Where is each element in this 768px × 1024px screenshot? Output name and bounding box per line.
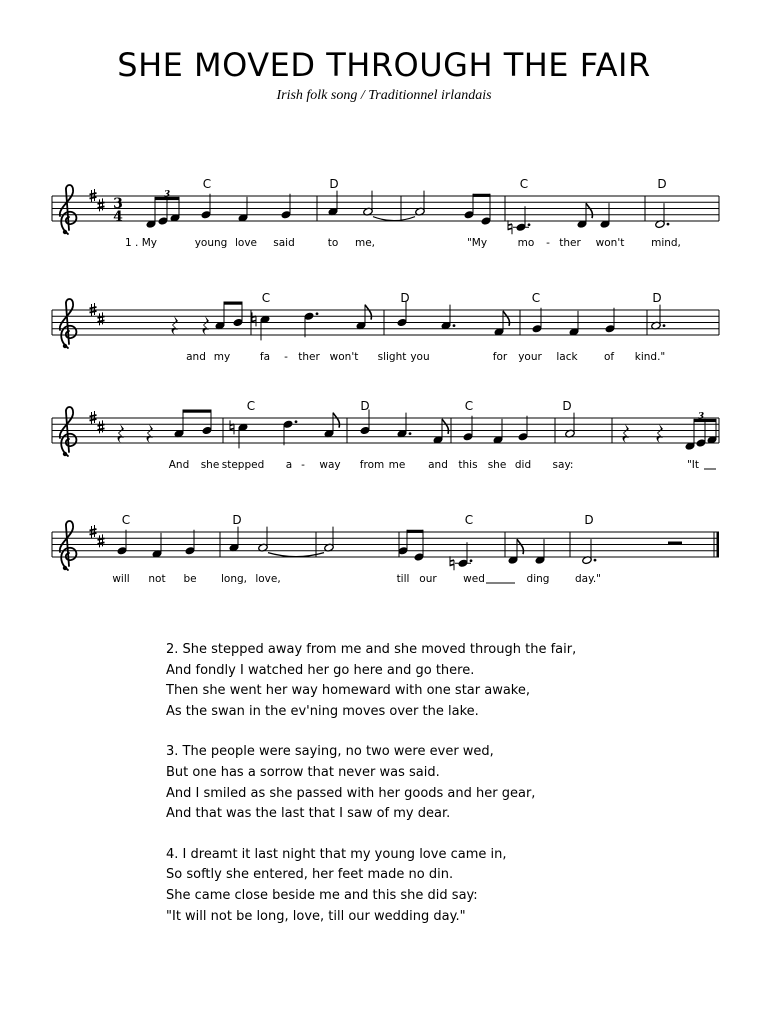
lyric-syllable: say: [552, 459, 574, 471]
sharp-icon [90, 303, 97, 316]
lyric-syllable: young [194, 237, 228, 249]
time-signature [113, 196, 123, 225]
quarter-rest [172, 316, 178, 335]
chord-symbol: D [584, 513, 594, 527]
verse-line: 4. I dreamt it last night that my young love came in, [166, 846, 507, 862]
lyric-syllable: not [148, 573, 166, 585]
lyric-syllable: you [410, 351, 430, 363]
lyric-syllable: will [112, 573, 130, 585]
lyric-syllable: and [186, 351, 206, 363]
dot [594, 559, 597, 562]
lyric-syllable: our [419, 573, 437, 585]
dot [528, 223, 531, 226]
lyric-syllable: lack [556, 351, 578, 363]
verse-3 [166, 742, 726, 824]
verse-line: She came close beside me and this she did say: [166, 887, 478, 903]
lyric-syllable: - [546, 237, 550, 249]
half-rest [668, 542, 682, 545]
chord-symbol: C [519, 177, 529, 191]
verse-line: Then she went her way homeward with one star awake, [166, 683, 530, 699]
lyric-syllable: to [327, 237, 339, 249]
beam [407, 530, 423, 533]
note-flag [586, 203, 592, 218]
sharp-icon [90, 411, 97, 424]
lyric-syllable: love, [255, 573, 281, 585]
natural-icon [252, 312, 256, 326]
verse-line: So softly she entered, her feet made no din. [166, 867, 454, 883]
verse-line: But one has a sorrow that never was said. [166, 764, 440, 780]
chord-symbol: D [232, 513, 242, 527]
lyric-syllable: from [359, 459, 385, 471]
treble-clef [60, 407, 77, 456]
chord-symbol: D [652, 291, 662, 305]
note-flag [503, 311, 509, 326]
chord-symbol: C [246, 399, 256, 413]
verses-block [166, 640, 726, 947]
natural-icon [450, 556, 454, 570]
note-flag [442, 419, 448, 434]
lyric-syllable: - [301, 459, 305, 471]
quarter-rest [203, 316, 209, 335]
lyric-syllable: she [487, 459, 507, 471]
lyric-syllable: mind, [651, 237, 681, 249]
verse-line: 2. She stepped away from me and she moved through the fair, [166, 642, 577, 657]
lyric-syllable: she [200, 459, 220, 471]
final-barline [717, 532, 720, 557]
sharp-icon [90, 189, 97, 202]
chord-symbol: C [531, 291, 541, 305]
natural-icon [508, 220, 512, 234]
svg-text:3: 3 [113, 196, 123, 212]
chord-symbol: C [121, 513, 131, 527]
lyric-syllable: slight [377, 351, 407, 363]
lyric-syllable: And [168, 459, 190, 471]
dot [470, 559, 473, 562]
chord-symbol: C [261, 291, 271, 305]
lyric-syllable: "My [466, 237, 488, 249]
beam [224, 302, 242, 305]
quarter-rest [147, 424, 153, 443]
lyric-syllable: "It [686, 459, 700, 471]
verse-line: "It will not be long, love, till our wedding day." [166, 908, 466, 924]
svg-text:4: 4 [113, 209, 123, 225]
triplet-mark: 3 [697, 412, 705, 422]
lyric-syllable: ther [559, 237, 581, 249]
beam [183, 410, 211, 413]
lyric-syllable: me, [354, 237, 376, 249]
lyric-syllable: day." [575, 573, 601, 585]
treble-clef [60, 521, 77, 570]
lyric-syllable: 1 . My [125, 237, 157, 249]
chord-symbol: D [329, 177, 339, 191]
dot [316, 312, 319, 315]
chord-symbol: D [360, 399, 370, 413]
dot [663, 324, 666, 327]
lyric-syllable: till [396, 573, 410, 585]
note-flag [365, 305, 371, 320]
lyric-syllable: kind." [634, 351, 666, 363]
lyric-syllable: a [285, 459, 293, 471]
lyric-syllable: be [183, 573, 197, 585]
lyric-syllable: for [492, 351, 508, 363]
verse-4 [166, 845, 726, 927]
lyric-syllable: fa [259, 351, 271, 363]
lyric-syllable: me [388, 459, 406, 471]
natural-icon [230, 420, 234, 434]
note-flag [333, 413, 339, 428]
lyric-syllable: and [428, 459, 448, 471]
treble-clef [60, 299, 77, 348]
lyric-syllable: this [458, 459, 478, 471]
verse-line: As the swan in the ev'ning moves over the lake. [166, 703, 479, 719]
chord-symbol: D [657, 177, 667, 191]
sharp-icon [98, 198, 105, 211]
lyric-syllable: won't [329, 351, 359, 363]
verse-line: And I smiled as she passed with her goods and her gear, [166, 785, 536, 801]
lyric-syllable: said [273, 237, 295, 249]
song-subtitle: Irish folk song / Traditionnel irlandais [276, 88, 492, 103]
tie [373, 217, 415, 221]
lyric-syllable: way [319, 459, 341, 471]
lyric-syllable: wed [463, 573, 485, 585]
chord-symbol: C [202, 177, 212, 191]
quarter-rest [623, 424, 629, 443]
verse-2 [166, 640, 726, 722]
treble-clef [60, 185, 77, 234]
quarter-rest [657, 424, 663, 443]
quarter-rest [118, 424, 124, 443]
lyric-syllable: stepped [221, 459, 265, 471]
lyric-syllable: ding [526, 573, 550, 585]
dot [295, 420, 298, 423]
triplet-mark: 3 [163, 190, 171, 200]
song-title: SHE MOVED THROUGH THE FAIR [117, 46, 651, 84]
lyric-syllable: your [518, 351, 542, 363]
beam [473, 194, 490, 197]
lyric-syllable: love [234, 237, 258, 249]
lyric-syllable: ther [298, 351, 320, 363]
chord-symbol: C [464, 513, 474, 527]
verse-line: 3. The people were saying, no two were ever wed, [166, 744, 494, 760]
sharp-icon [98, 420, 105, 433]
lyric-syllable: - [284, 351, 288, 363]
sharp-icon [90, 525, 97, 538]
note-flag [517, 539, 523, 554]
lyric-syllable: did [514, 459, 532, 471]
lyric-syllable: of [603, 351, 615, 363]
lyric-syllable: won't [595, 237, 625, 249]
chord-symbol: D [562, 399, 572, 413]
dot [409, 432, 412, 435]
sharp-icon [98, 312, 105, 325]
verse-line: And fondly I watched her go here and go there. [166, 662, 475, 678]
verse-line: And that was the last that I saw of my dear. [166, 806, 451, 822]
sharp-icon [98, 534, 105, 547]
chord-symbol: C [464, 399, 474, 413]
dot [667, 223, 670, 226]
lyric-syllable: long, [221, 573, 247, 585]
dot [453, 324, 456, 327]
chord-symbol: D [400, 291, 410, 305]
lyric-syllable: mo [517, 237, 535, 249]
lyric-syllable: my [213, 351, 231, 363]
